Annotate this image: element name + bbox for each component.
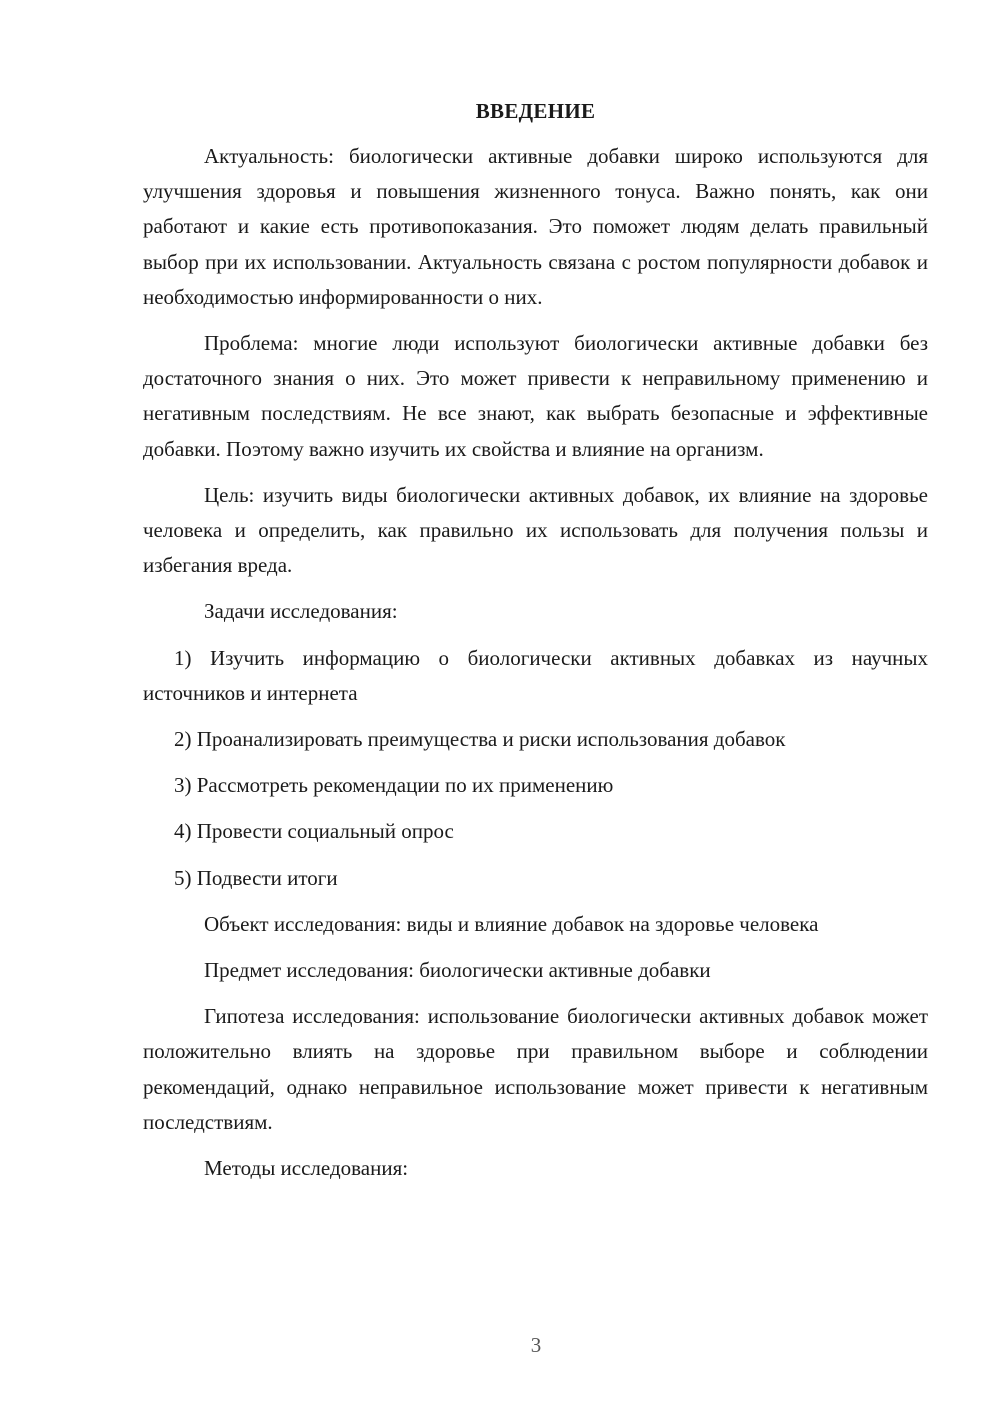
document-body [143, 94, 928, 1197]
page-title: ВВЕДЕНИЕ [475, 99, 596, 123]
task-item-1: 1) Изучить информацию о биологически активных добавках из научных источников и интернета [143, 645, 928, 705]
paragraph-goal: Цель: изучить виды биологически активных добавок, их влияние на здоровье человека и определить, как правильно их использовать для получения пользы и избегания вреда. [143, 482, 928, 578]
task-item-3: 3) Рассмотреть рекомендации по их применению [174, 773, 614, 798]
paragraph-hypothesis: Гипотеза исследования: использование биологически активных добавок может положительно влиять на здоровье при правильном выборе и соблюдении рекомендаций, однако неправильное использование может привести к негативным последствиям. [143, 1004, 928, 1134]
paragraph-subject: Предмет исследования: биологически активные добавки [204, 958, 711, 983]
task-item-2: 2) Проанализировать преимущества и риски использования добавок [174, 727, 786, 752]
page-number: 3 [530, 1333, 542, 1357]
task-item-5: 5) Подвести итоги [174, 865, 338, 890]
methods-heading: Методы исследования: [204, 1156, 409, 1181]
paragraph-problem: Проблема: многие люди используют биологически активные добавки без достаточного знания о них. Это может привести к неправильному применению и негативным последствиям. Не все знают, как выбрать безопасные и эффективные добавки. Поэтому важно изучить их свойства и влияние на организм. [143, 331, 928, 461]
tasks-heading: Задачи исследования: [204, 599, 398, 624]
task-item-4: 4) Провести социальный опрос [174, 819, 454, 844]
paragraph-object: Объект исследования: виды и влияние добавок на здоровье человека [204, 911, 819, 936]
paragraph-relevance: Актуальность: биологически активные добавки широко используются для улучшения здоровья и повышения жизненного тонуса. Важно понять, как они работают и какие есть противопоказания. Это поможет людям делать правильный выбор при их использовании. Актуальность связана с ростом популярности добавок и необходимостью информированности о них. [143, 144, 928, 309]
